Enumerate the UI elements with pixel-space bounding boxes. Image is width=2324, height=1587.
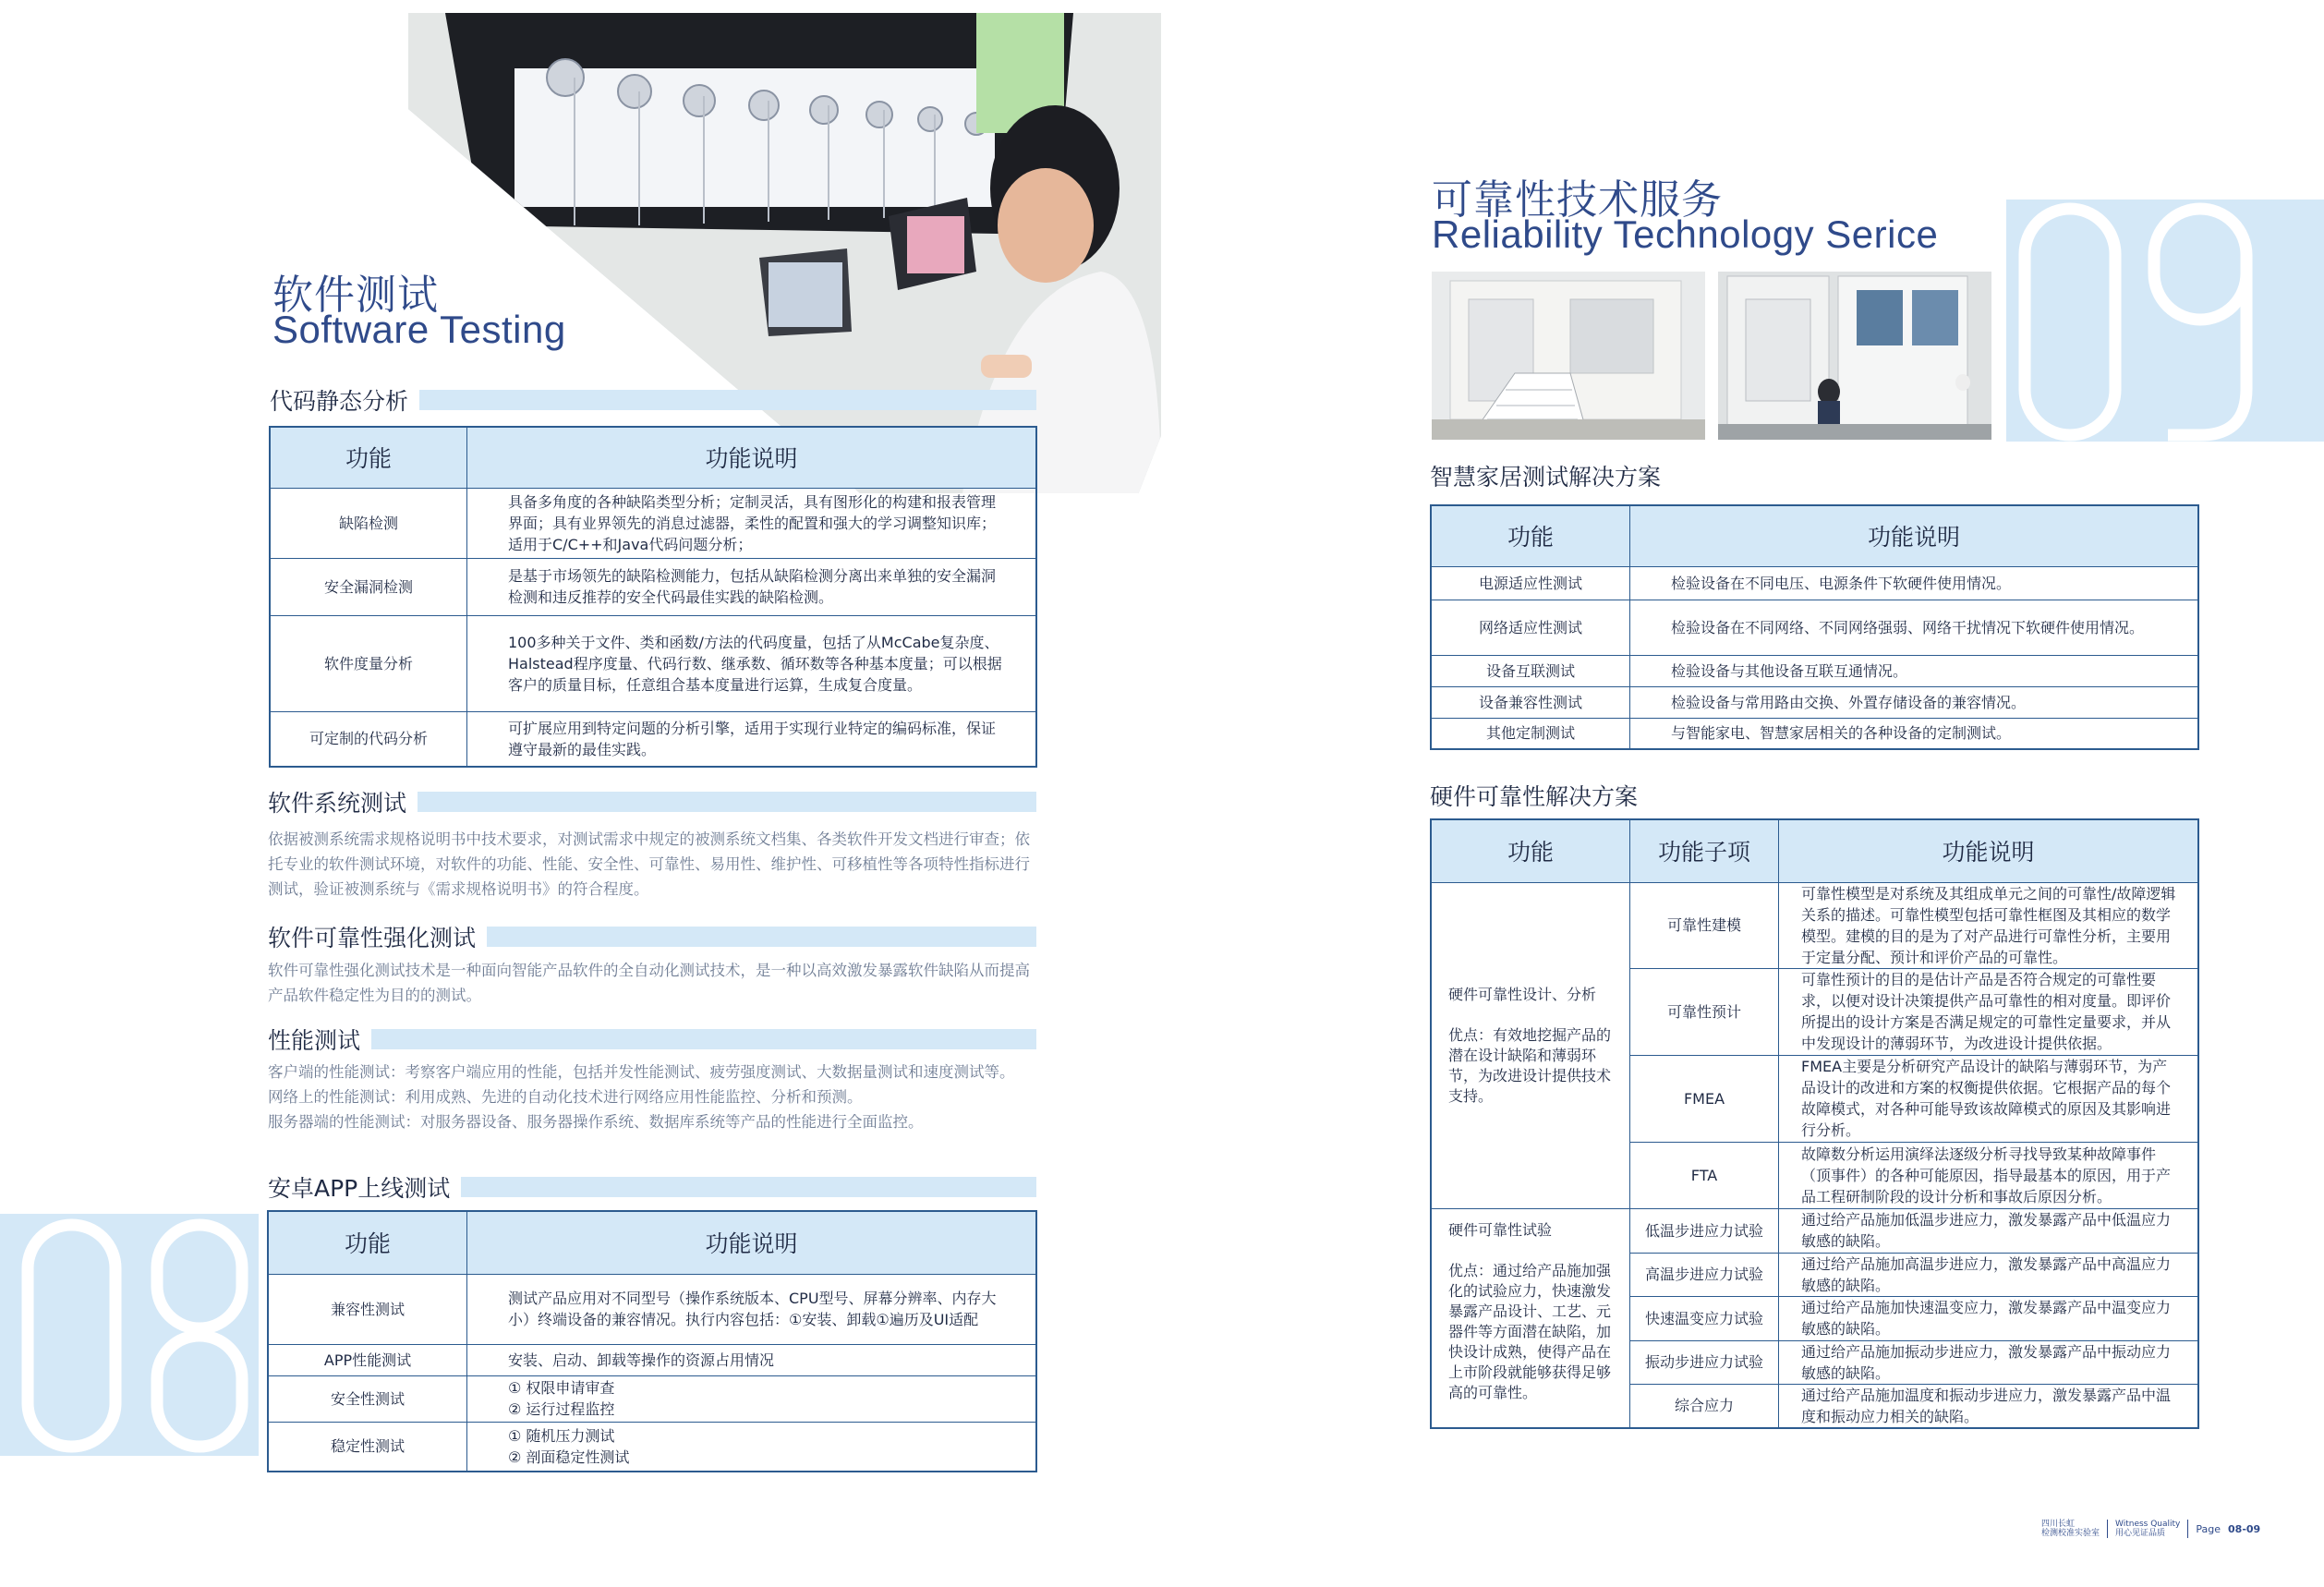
table-cell: 是基于市场领先的缺陷检测能力，包括从缺陷检测分离出来单独的安全漏洞检测和违反推荐的安全代码最佳实践的缺陷检测。 (467, 558, 1037, 615)
performance-line: 网络上的性能测试：利用成熟、先进的自动化技术进行网络应用性能监控、分析和预测。 (268, 1088, 863, 1106)
android-test-table (267, 1210, 1037, 1472)
table-cell: 其他定制测试 (1431, 718, 1630, 749)
smart-home-table (1430, 504, 2199, 750)
footer-page-number: 08-09 (2228, 1522, 2261, 1535)
footer-slogan (2115, 1520, 2180, 1538)
table-cell: 检验设备与常用路由交换、外置存储设备的兼容情况。 (1630, 686, 2199, 718)
table-cell: 可靠性预计的目的是估计产品是否符合规定的可靠性要求，以便对设计决策提供产品可靠性的相对度量。即评价所提出的设计方案是否满足规定的可靠性定量要求，并从中发现设计的薄弱环节，为改进设计提供依据。 (1779, 968, 2199, 1055)
performance-line: 服务器端的性能测试：对服务器设备、服务器操作系统、数据库系统等产品的性能进行全面监控。 (268, 1113, 924, 1131)
section-bar (371, 1029, 1036, 1049)
table-row (1431, 882, 2198, 968)
table-header: 功能 (270, 427, 467, 488)
table-cell: 缺陷检测 (270, 488, 467, 558)
table-cell: 综合应力 (1630, 1384, 1779, 1428)
table-cell: 低温步进应力试验 (1630, 1208, 1779, 1253)
table-cell: 可靠性建模 (1630, 882, 1779, 968)
table-row (270, 615, 1036, 711)
right-title-cn: 可靠性技术服务 (1432, 176, 1723, 224)
table-cell: ① 权限申请审查 ② 运行过程监控 (467, 1375, 1037, 1422)
table-cell: 具备多角度的各种缺陷类型分析；定制灵活，具有图形化的构建和报表管理界面；具有业界领先的消息过滤器，柔性的配置和强大的学习调整知识库；适用于C/C++和Java代码问题分析； (467, 488, 1037, 558)
table-cell: 可扩展应用到特定问题的分析引擎，适用于实现行业特定的编码标准，保证遵守最新的最佳实践。 (467, 711, 1037, 767)
group-note: 优点：通过给产品施加强化的试验应力，快速激发暴露产品设计、工艺、元器件等方面潜在缺陷，加快设计成熟，使得产品在上市阶段就能够获得足够高的可靠性。 (1448, 1261, 1612, 1401)
table-row (1431, 600, 2198, 655)
lab-photo-illustration (408, 13, 1161, 493)
group-label: 硬件可靠性设计、分析 (1448, 985, 1597, 1003)
table-cell: 可定制的代码分析 (270, 711, 467, 767)
group-cell (1431, 882, 1630, 1208)
group-label: 硬件可靠性试验 (1448, 1220, 1553, 1239)
table-cell: 通过给产品施加振动步进应力，激发暴露产品中振动应力敏感的缺陷。 (1779, 1340, 2199, 1384)
section-title: 硬件可靠性解决方案 (1430, 783, 1639, 810)
table-row (1431, 566, 2198, 600)
section-bar (419, 390, 1036, 410)
table-cell: 安全性测试 (268, 1375, 467, 1422)
table-row (270, 711, 1036, 767)
section-bar (487, 927, 1036, 947)
section-title: 代码静态分析 (270, 388, 409, 415)
table-cell: 网络适应性测试 (1431, 600, 1630, 655)
table-header: 功能子项 (1630, 819, 1779, 882)
performance-line: 客户端的性能测试：考察客户端应用的性能，包括并发性能测试、疲劳强度测试、大数据量测试和速度测试等。 (268, 1063, 1015, 1081)
table-row (270, 488, 1036, 558)
footer-slogan-cn: 用心见证品质 (2115, 1529, 2166, 1538)
hardware-table (1430, 818, 2199, 1429)
table-cell: 稳定性测试 (268, 1422, 467, 1472)
section-number-08 (18, 1218, 259, 1456)
table-cell: FMEA (1630, 1055, 1779, 1142)
section-performance-heading (268, 1025, 1036, 1053)
table-row (268, 1375, 1036, 1422)
table-header: 功能 (1431, 819, 1630, 882)
right-title-en: Reliability Technology Serice (1432, 212, 1939, 256)
footer-page-label: Page (2196, 1522, 2221, 1535)
section-number-09 (2006, 200, 2324, 442)
table-header: 功能说明 (467, 1211, 1037, 1274)
table-cell: 通过给产品施加温度和振动步进应力，激发暴露产品中温度和振动应力相关的缺陷。 (1779, 1384, 2199, 1428)
table-row (1431, 655, 2198, 686)
table-cell: 可靠性预计 (1630, 968, 1779, 1055)
section-static-analysis-heading (270, 386, 1036, 414)
left-title-cn: 软件测试 (272, 272, 439, 319)
table-cell: FMEA主要是分析研究产品设计的缺陷与薄弱环节，为产品设计的改进和方案的权衡提供依据。它根据产品的每个故障模式，对各种可能导致该故障模式的原因及其影响进行分析。 (1779, 1055, 2199, 1142)
table-row (1431, 718, 2198, 749)
section-title: 软件可靠性强化测试 (268, 925, 477, 951)
table-cell: 测试产品应用对不同型号（操作系统版本、CPU型号、屏幕分辨率、内存大小）终端设备的兼容情况。执行内容包括：①安装、卸载①遍历及UI适配 (467, 1274, 1037, 1344)
table-cell: 与智能家电、智慧家居相关的各种设备的定制测试。 (1630, 718, 2199, 749)
table-header: 功能 (268, 1211, 467, 1274)
section-title: 智慧家居测试解决方案 (1430, 464, 1662, 491)
table-cell: 检验设备与其他设备互联互通情况。 (1630, 655, 2199, 686)
lab-chamber-photo-1 (1432, 272, 1705, 440)
table-cell: 软件度量分析 (270, 615, 467, 711)
section-smart-home-heading (1430, 462, 2197, 490)
table-cell: 振动步进应力试验 (1630, 1340, 1779, 1384)
system-test-text: 依据被测系统需求规格说明书中技术要求，对测试需求中规定的被测系统文档集、各类软件开发文档进行审查；依托专业的软件测试环境，对软件的功能、性能、安全性、可靠性、易用性、维护性、可移植性等各项特性指标进行测试，验证被测系统与《需求规格说明书》的符合程度。 (268, 830, 1030, 898)
section-bar (461, 1177, 1036, 1197)
table-row (268, 1344, 1036, 1375)
section-title: 安卓APP上线测试 (268, 1175, 451, 1202)
footer-org-line: 四川长虹 (2041, 1520, 2076, 1529)
table-cell: FTA (1630, 1142, 1779, 1208)
section-reliability-test-heading (268, 923, 1036, 951)
section-android-heading (268, 1173, 1036, 1201)
table-row (268, 1422, 1036, 1472)
table-cell: 故障数分析运用演绎法逐级分析寻找导致某种故障事件（顶事件）的各种可能原因，指导最基本的原因，用于产品工程研制阶段的设计分析和事故后原因分析。 (1779, 1142, 2199, 1208)
table-cell: 安装、启动、卸载等操作的资源占用情况 (467, 1344, 1037, 1375)
footer-org-line: 检测校准实验室 (2041, 1529, 2100, 1538)
table-cell: 设备互联测试 (1431, 655, 1630, 686)
table-cell: 100多种关于文件、类和函数/方法的代码度量，包括了从McCabe复杂度、Halstead程序度量、代码行数、继承数、循环数等各种基本度量；可以根据客户的质量目标，任意组合基本度量进行运算，生成复合度量。 (467, 615, 1037, 711)
section-hardware-heading (1430, 781, 2197, 809)
table-cell: 快速温变应力试验 (1630, 1296, 1779, 1340)
left-title-en: Software Testing (272, 308, 566, 351)
table-cell: 安全漏洞检测 (270, 558, 467, 615)
table-header: 功能说明 (1630, 505, 2199, 566)
footer-org (2041, 1520, 2100, 1538)
chamber-illustration (1718, 272, 1991, 440)
footer (2041, 1515, 2318, 1543)
table-cell: 检验设备在不同网络、不同网络强弱、网络干扰情况下软硬件使用情况。 (1630, 600, 2199, 655)
table-header: 功能说明 (1779, 819, 2199, 882)
group-note: 优点：有效地挖掘产品的潜在设计缺陷和薄弱环节，为改进设计提供技术支持。 (1448, 1025, 1612, 1105)
table-row (1431, 1208, 2198, 1253)
footer-divider (2107, 1520, 2108, 1538)
table-header: 功能说明 (467, 427, 1037, 488)
lab-chamber-photo-2 (1718, 272, 1991, 440)
table-row (1431, 686, 2198, 718)
table-cell: ① 随机压力测试 ② 剖面稳定性测试 (467, 1422, 1037, 1472)
footer-divider (2187, 1520, 2188, 1538)
section-bar (418, 792, 1036, 812)
table-cell: 可靠性模型是对系统及其组成单元之间的可靠性/故障逻辑关系的描述。可靠性模型包括可靠性框图及其相应的数学模型。建模的目的是为了对产品进行可靠性分析，主要用于定量分配、预计和评价产品的可靠性。 (1779, 882, 2199, 968)
group-cell (1431, 1208, 1630, 1428)
section-title: 软件系统测试 (268, 790, 407, 817)
table-cell: 通过给产品施加高温步进应力，激发暴露产品中高温应力敏感的缺陷。 (1779, 1253, 2199, 1296)
table-cell: 设备兼容性测试 (1431, 686, 1630, 718)
table-cell: 兼容性测试 (268, 1274, 467, 1344)
table-row (270, 558, 1036, 615)
table-cell: 电源适应性测试 (1431, 566, 1630, 600)
table-cell: APP性能测试 (268, 1344, 467, 1375)
reliability-test-text: 软件可靠性强化测试技术是一种面向智能产品软件的全自动化测试技术，是一种以高效激发暴露软件缺陷从而提高产品软件稳定性为目的的测试。 (268, 962, 1030, 1004)
table-cell: 通过给产品施加低温步进应力，激发暴露产品中低温应力敏感的缺陷。 (1779, 1208, 2199, 1253)
table-cell: 检验设备在不同电压、电源条件下软硬件使用情况。 (1630, 566, 2199, 600)
chamber-illustration (1432, 272, 1705, 440)
table-cell: 高温步进应力试验 (1630, 1253, 1779, 1296)
static-analysis-table (269, 426, 1037, 768)
software-testing-photo (408, 13, 1161, 493)
table-header: 功能 (1431, 505, 1630, 566)
section-system-test-heading (268, 788, 1036, 816)
table-cell: 通过给产品施加快速温变应力，激发暴露产品中温变应力敏感的缺陷。 (1779, 1296, 2199, 1340)
section-title: 性能测试 (268, 1027, 361, 1054)
table-row (268, 1274, 1036, 1344)
footer-slogan-en: Witness Quality (2115, 1520, 2181, 1529)
